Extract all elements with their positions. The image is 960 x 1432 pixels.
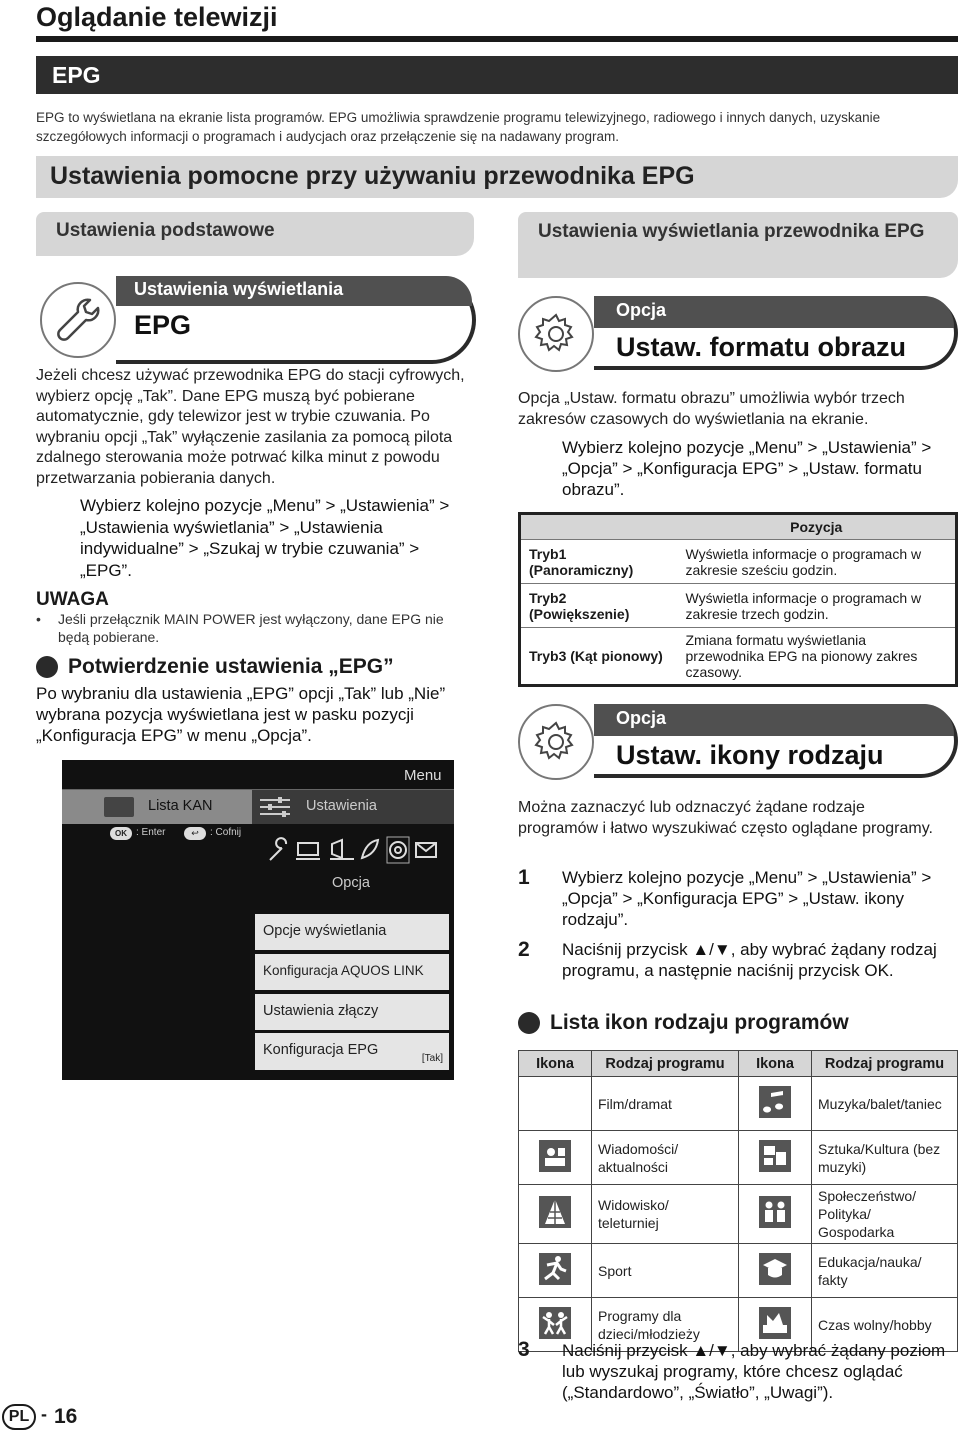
mode-desc: Wyświetla informacje o programach w zakresie sześciu godzin. [678,540,957,584]
step-text: Wybierz kolejno pozycje „Menu” > „Ustawienia” > „Opcja” > „Konfiguracja EPG” > „Ustaw. ikony rodzaju”. [562,868,932,929]
table-row [520,540,957,584]
enter-label: : Enter [136,827,166,838]
table-row [519,1244,958,1298]
menu-item-ustawienia-zlaczy[interactable] [255,994,449,1030]
genre-label: Programy dla dzieci/młodzieży [592,1298,739,1352]
display-settings-badge [36,276,476,364]
epg-description: Jeżeli chcesz używać przewodnika EPG do stacji cyfrowych, wybierz opcję „Tak”. Dane EPG muszą być pobierane automatycznie, gdy telewizor jest w trybie czuwania. Po wybraniu opcji „Tak” wyłączenie zasilania za pomocą pilota zdalnego sterowania może potrwać kilka minut z powodu przetwarzania pobierania danych. [36,367,465,487]
show-icon [519,1185,592,1244]
genre-icon-table [518,1050,958,1352]
society-icon [739,1185,812,1244]
news-icon [519,1131,592,1185]
icon-list-heading: Lista ikon rodzaju programów [550,1011,849,1034]
mode-table [518,512,958,687]
format-title: Ustaw. formatu obrazu [616,332,907,362]
epg-label: EPG [134,310,192,340]
title-rule [36,36,958,42]
table-row [519,1185,958,1244]
table-header: Rodzaj programu [812,1051,958,1077]
menu-item-konfiguracja-epg[interactable] [255,1033,449,1070]
genre-label: Widowisko/ teleturniej [592,1185,739,1244]
opcja-icons-label: Opcja [594,704,954,736]
basic-settings-heading: Ustawienia podstawowe [36,212,474,256]
epg-instruction: Wybierz kolejno pozycje „Menu” > „Ustawienia” > „Ustawienia wyświetlania” > „Ustawienia indywidualne” > „Szukaj w trybie czuwania” > „EPG”. [80,496,450,580]
menu-item-label: Ustawienia złączy [263,1003,379,1019]
gear-icon [518,704,594,780]
icon-list-heading-row [518,1011,849,1035]
genre-label: Edukacja/nauka/ fakty [812,1244,958,1298]
gear-icon [518,296,594,372]
genre-label: Sport [592,1244,739,1298]
tv-list-icon [104,797,134,817]
page-number: 16 [54,1405,78,1428]
format-description: Opcja „Ustaw. formatu obrazu” umożliwia wybór trzech zakresów czasowych do wyświetlania na ekranie. [518,390,905,428]
confirm-text: Po wybraniu dla ustawienia „EPG” opcji „Tak” lub „Nie” wybrana pozycja wyświetlana jest w pasku pozycji „Konfiguracja EPG” w menu „Opcja”. [36,684,446,745]
sliders-icon [258,796,292,818]
settings-heading: Ustawienia pomocne przy używaniu przewodnika EPG [36,156,958,198]
section-bullet-icon [518,1012,540,1034]
mode-desc: Wyświetla informacje o programach w zakresie trzech godzin. [678,584,957,628]
mode-table-header: Pozycja [678,514,957,540]
menu-item-label: Konfiguracja EPG [263,1042,379,1058]
menu-label: Menu [404,767,442,784]
icons-description: Można zaznaczyć lub odznaczyć żądane rodzaje programów i łatwo wyszukiwać często oglądane programy. [518,799,933,837]
menu-item-label: Konfiguracja AQUOS LINK [263,963,424,978]
mode-desc: Zmiana formatu wyświetlania przewodnika EPG na pionowy zakres czasowy. [685,632,918,680]
lista-kan-tab[interactable] [62,790,252,824]
table-header: Ikona [739,1051,812,1077]
confirm-heading-row [36,655,394,679]
sport-icon [519,1244,592,1298]
format-instruction: Wybierz kolejno pozycje „Menu” > „Ustawienia” > „Opcja” > „Konfiguracja EPG” > „Ustaw. formatu obrazu”. [562,438,932,499]
ustawienia-label: Ustawienia [306,798,377,814]
mode-name: Tryb2 (Powiększenie) [520,584,678,628]
note-text: Jeśli przełącznik MAIN POWER jest wyłączony, dane EPG nie będą pobierane. [58,611,444,645]
genre-label: Społeczeństwo/ Polityka/ Gospodarka [812,1185,958,1244]
intro-text: EPG to wyświetlana na ekranie lista programów. EPG umożliwia sprawdzenie programu telewizyjnego, radiowego i innych danych, uzyskanie szczegółowych informacji o programach i audycjach oraz przełączenie się na nadawany program. [36,110,881,144]
icons-title: Ustaw. ikony rodzaju [616,740,884,770]
menu-item-value: [Tak] [421,1053,443,1064]
film-icon [519,1077,592,1131]
education-icon [739,1244,812,1298]
opcja-label: Opcja [332,875,370,891]
page-title: Oglądanie telewizji [36,2,278,32]
genre-label: Muzyka/balet/taniec [812,1077,958,1131]
language-badge: PL [2,1404,36,1430]
return-key: ↩ [184,827,206,840]
wrench-icon [40,282,116,358]
table-row [520,584,957,628]
step-text: Naciśnij przycisk ▲/▼, aby wybrać żądany rodzaj programu, a następnie naciśnij przycisk OK. [562,940,937,980]
menu-item-opcje-wyswietlania[interactable] [255,914,449,950]
table-row [519,1131,958,1185]
genre-label: Czas wolny/hobby [812,1298,958,1352]
ok-key: OK [110,827,132,840]
menu-item-label: Opcje wyświetlania [263,923,387,939]
genre-label: Sztuka/Kultura (bez muzyki) [812,1131,958,1185]
display-settings-label: Ustawienia wyświetlania [116,276,472,306]
page-dash: - [41,1404,47,1424]
epg-display-heading: Ustawienia wyświetlania przewodnika EPG [518,212,958,278]
music-note-icon [739,1077,812,1131]
menu-item-aquos-link[interactable] [255,954,449,990]
table-header: Rodzaj programu [592,1051,739,1077]
table-row [519,1077,958,1131]
confirm-heading: Potwierdzenie ustawienia „EPG” [68,655,394,678]
genre-label: Wiadomości/ aktualności [592,1131,739,1185]
section-title: EPG [36,56,958,94]
step-number: 1 [518,866,530,889]
step-text: Naciśnij przycisk ▲/▼, aby wybrać żądany poziom lub wyszukaj programy, które chcesz oglądać („Standardowo”, „Światło”, „Uwagi”). [562,1341,946,1402]
step-number: 3 [518,1338,530,1361]
icon-type-badge [518,704,958,782]
note-bullet: • [36,611,41,627]
opcja-format-label: Opcja [594,296,954,328]
genre-label: Film/dramat [592,1077,739,1131]
mode-name: Tryb1 (Panoramiczny) [520,540,678,584]
cofnij-label: : Cofnij [210,827,242,838]
lista-kan-label: Lista KAN [148,798,213,814]
table-header: Ikona [519,1051,592,1077]
format-badge [518,296,958,374]
settings-icon-row [266,836,442,864]
art-icon [739,1131,812,1185]
step-number: 2 [518,938,530,961]
table-row [520,628,957,686]
mode-name: Tryb3 (Kąt pionowy) [529,648,663,664]
ustawienia-tab[interactable] [252,790,454,824]
section-bullet-icon [36,656,58,678]
note-heading: UWAGA [36,589,109,610]
